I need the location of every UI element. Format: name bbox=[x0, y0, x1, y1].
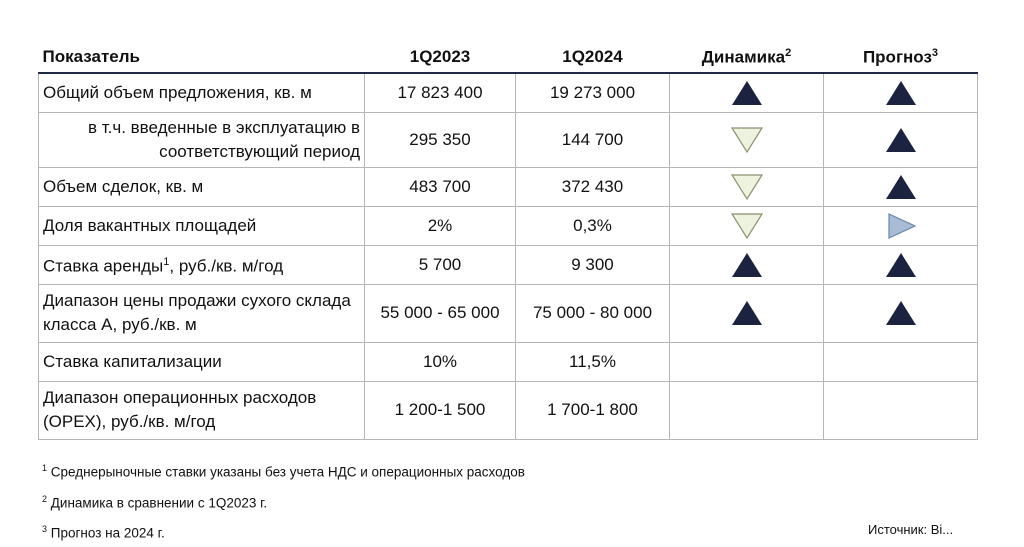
value-1q2024: 75 000 - 80 000 bbox=[516, 284, 670, 342]
forecast-cell bbox=[824, 284, 978, 342]
dynamics-cell bbox=[670, 245, 824, 284]
value-1q2023: 2% bbox=[365, 206, 516, 245]
table-row bbox=[39, 112, 978, 167]
forecast-cell bbox=[824, 112, 978, 167]
table-header-row bbox=[39, 42, 978, 73]
up-icon bbox=[884, 251, 918, 279]
up-icon bbox=[730, 79, 764, 107]
value-1q2024: 19 273 000 bbox=[516, 73, 670, 112]
table-row bbox=[39, 381, 978, 439]
value-1q2023: 295 350 bbox=[365, 112, 516, 167]
value-1q2024: 9 300 bbox=[516, 245, 670, 284]
forecast-cell bbox=[824, 342, 978, 381]
value-1q2024: 372 430 bbox=[516, 167, 670, 206]
dynamics-cell bbox=[670, 381, 824, 439]
table-row bbox=[39, 245, 978, 284]
right-icon bbox=[884, 212, 918, 240]
up-icon bbox=[884, 126, 918, 154]
header-1q2023: 1Q2023 bbox=[365, 42, 516, 73]
footnote-3: $^3$ Прогноз на 2024 г. bbox=[42, 524, 165, 541]
row-label: Ставка капитализации bbox=[39, 342, 365, 381]
header-1q2024: 1Q2024 bbox=[516, 42, 670, 73]
dynamics-cell bbox=[670, 206, 824, 245]
down-icon bbox=[730, 126, 764, 154]
down-icon bbox=[730, 212, 764, 240]
dynamics-cell bbox=[670, 73, 824, 112]
source-note: Источник: Bi... bbox=[868, 522, 954, 537]
row-label: Объем сделок, кв. м bbox=[39, 167, 365, 206]
row-label: Диапазон операционных расходов (OPEX), руб./кв. м/год bbox=[39, 381, 365, 439]
table-row bbox=[39, 206, 978, 245]
value-1q2024: 144 700 bbox=[516, 112, 670, 167]
value-1q2024: 1 700-1 800 bbox=[516, 381, 670, 439]
row-label: Общий объем предложения, кв. м bbox=[39, 73, 365, 112]
row-label: Диапазон цены продажи сухого склада класса А, руб./кв. м bbox=[39, 284, 365, 342]
up-icon bbox=[884, 173, 918, 201]
row-label: в т.ч. введенные в эксплуатацию в соответствующий период bbox=[39, 112, 365, 167]
row-label: Ставка аренды$^1$, руб./кв. м/год bbox=[39, 245, 365, 284]
dynamics-cell bbox=[670, 284, 824, 342]
header-dynamics: Динамика$^2$ bbox=[670, 42, 824, 73]
value-1q2023: 483 700 bbox=[365, 167, 516, 206]
value-1q2023: 5 700 bbox=[365, 245, 516, 284]
header-indicator: Показатель bbox=[39, 42, 365, 73]
forecast-cell bbox=[824, 73, 978, 112]
value-1q2023: 55 000 - 65 000 bbox=[365, 284, 516, 342]
dynamics-cell bbox=[670, 167, 824, 206]
forecast-cell bbox=[824, 167, 978, 206]
up-icon bbox=[884, 79, 918, 107]
table-row bbox=[39, 284, 978, 342]
up-icon bbox=[730, 251, 764, 279]
up-icon bbox=[730, 299, 764, 327]
dynamics-cell bbox=[670, 112, 824, 167]
value-1q2023: 17 823 400 bbox=[365, 73, 516, 112]
table-row bbox=[39, 167, 978, 206]
up-icon bbox=[884, 299, 918, 327]
forecast-cell bbox=[824, 245, 978, 284]
value-1q2023: 10% bbox=[365, 342, 516, 381]
dynamics-cell bbox=[670, 342, 824, 381]
header-forecast: Прогноз$^3$ bbox=[824, 42, 978, 73]
down-icon bbox=[730, 173, 764, 201]
table-row bbox=[39, 342, 978, 381]
footnote-1: $^1$ Среднерыночные ставки указаны без учета НДС и операционных расходов bbox=[42, 463, 525, 480]
row-label: Доля вакантных площадей bbox=[39, 206, 365, 245]
footnote-2: $^2$ Динамика в сравнении с 1Q2023 г. bbox=[42, 493, 268, 510]
table-row bbox=[39, 73, 978, 112]
value-1q2024: 11,5% bbox=[516, 342, 670, 381]
value-1q2024: 0,3% bbox=[516, 206, 670, 245]
forecast-cell bbox=[824, 381, 978, 439]
forecast-cell bbox=[824, 206, 978, 245]
footnotes bbox=[42, 455, 525, 547]
value-1q2023: 1 200-1 500 bbox=[365, 381, 516, 439]
market-indicators-table bbox=[38, 42, 978, 440]
